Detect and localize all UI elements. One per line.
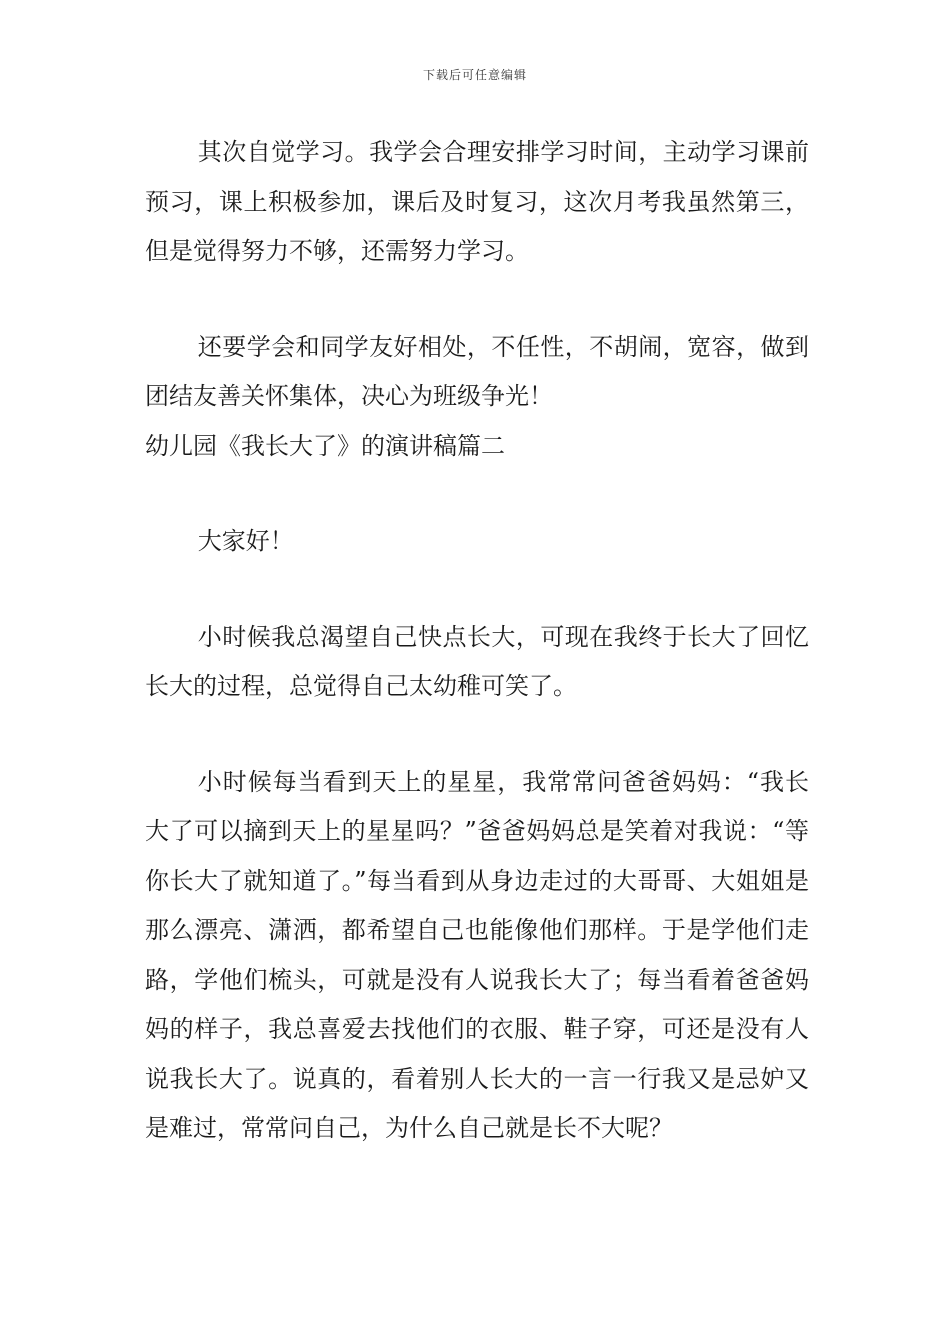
paragraph-spacer: [145, 712, 809, 758]
paragraph-stars-story: 小时候每当看到天上的星星，我常常问爸爸妈妈：“我长大了可以摘到天上的星星吗？”爸爸妈妈总是笑着对我说：“等你长大了就知道了。”每当看到从身边走过的大哥哥、大姐姐是那么漂亮、潇洒，都希望自己也能像他们那样。于是学他们走路，学他们梳头，可就是没有人说我长大了；每当看着爸爸妈妈的样子，我总喜爱去找他们的衣服、鞋子穿，可还是没有人说我长大了。说真的，看着别人长大的一言一行我又是忌妒又是难过，常常问自己，为什么自己就是长不大呢？: [145, 767, 809, 1142]
section-title: 幼儿园《我长大了》的演讲稿篇二: [145, 431, 505, 460]
paragraph-classmates: 还要学会和同学友好相处，不任性，不胡闹，宽容，做到团结友善关怀集体，决心为班级争光！: [145, 332, 809, 410]
paragraph-greeting: 大家好！: [197, 527, 294, 555]
paragraph-spacer: [145, 277, 809, 323]
paragraph-childhood-wish: 小时候我总渴望自己快点长大，可现在我终于长大了回忆长大的过程，总觉得自己太幼稚可笑了。: [145, 622, 809, 700]
paragraph-self-study: 其次自觉学习。我学会合理安排学习时间，主动学习课前预习，课上积极参加，课后及时复习，这次月考我虽然第三，但是觉得努力不够，还需努力学习。: [145, 138, 809, 265]
paragraph-spacer: [145, 567, 809, 613]
paragraph-spacer: [145, 471, 809, 517]
document-body: [145, 128, 809, 1154]
page-header-note: 下载后可任意编辑: [422, 68, 527, 82]
